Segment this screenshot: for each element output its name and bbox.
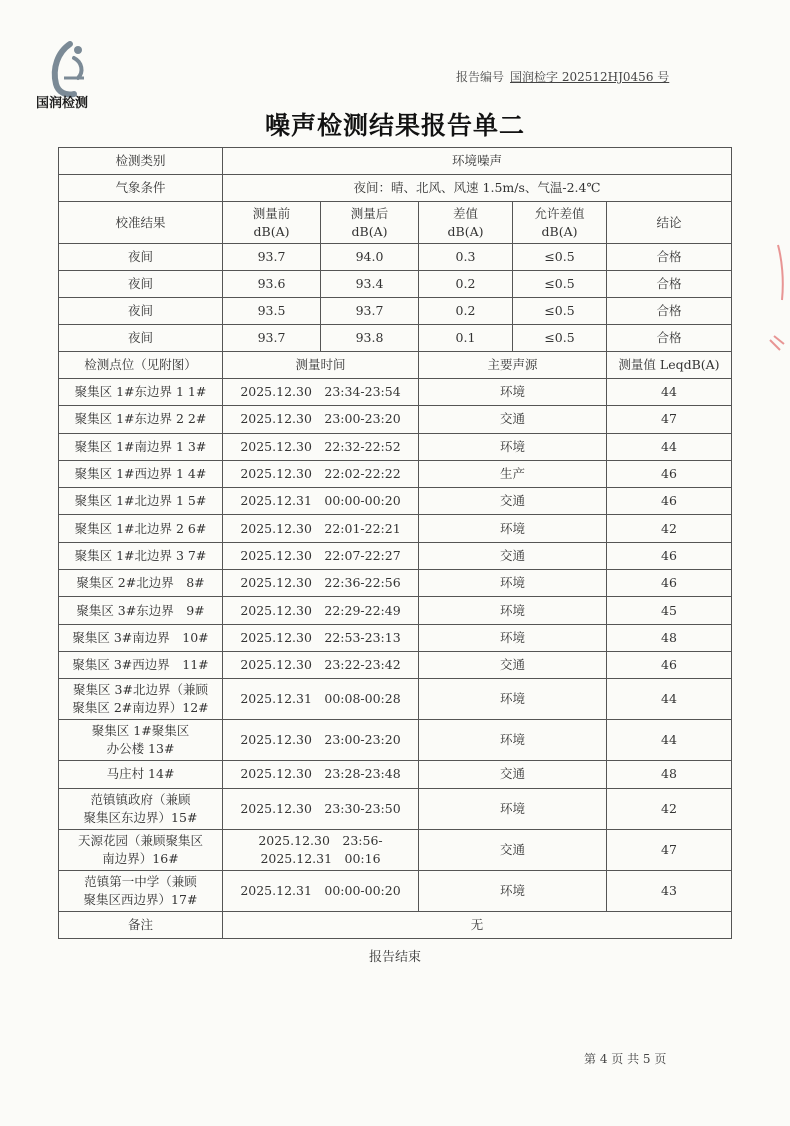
noise-result-table [58,147,732,939]
main-source: 生产 [419,460,607,487]
page-title: 噪声检测结果报告单二 [264,111,525,140]
measure-point: 聚集区 3#北边界（兼顾 聚集区 2#南边界）12# [59,679,223,720]
report-number-label: 报告编号 [456,70,505,84]
main-source: 环境 [419,597,607,624]
measure-value: 47 [607,406,732,433]
main-source: 交通 [419,761,607,788]
measure-value: 46 [607,651,732,678]
table-cell: 夜间 [59,325,223,352]
main-source: 环境 [419,515,607,542]
table-row [59,148,732,175]
table-cell: 93.8 [321,325,419,352]
main-source: 环境 [419,379,607,406]
main-source: 环境 [419,870,607,911]
measure-time: 2025.12.30 22:01-22:21 [223,515,419,542]
table-cell: 94.0 [321,244,419,271]
measure-time: 2025.12.30 23:00-23:20 [223,406,419,433]
measure-value: 44 [607,379,732,406]
table-cell: 93.7 [223,244,321,271]
table-cell: 夜间 [59,244,223,271]
table-row [59,720,732,761]
table-row [59,406,732,433]
main-source: 交通 [419,406,607,433]
table-cell: ≤0.5 [513,244,607,271]
measure-point: 聚集区 1#南边界 1 3# [59,433,223,460]
type-value: 环境噪声 [223,148,732,175]
calib-header-allowed: 允许差值 dB(A) [513,202,607,244]
calib-label: 校准结果 [59,202,223,244]
table-row [59,325,732,352]
measurement-rows [59,379,732,912]
table-cell: ≤0.5 [513,325,607,352]
measure-point: 天源花园（兼顾聚集区 南边界）16# [59,829,223,870]
table-row [59,570,732,597]
main-source: 环境 [419,720,607,761]
table-row [59,271,732,298]
measure-point: 聚集区 2#北边界 8# [59,570,223,597]
measure-value: 45 [607,597,732,624]
table-row [59,829,732,870]
measure-time: 2025.12.30 22:53-23:13 [223,624,419,651]
measure-point: 聚集区 1#北边界 3 7# [59,542,223,569]
measure-value: 46 [607,488,732,515]
table-row [59,651,732,678]
measure-time: 2025.12.30 22:29-22:49 [223,597,419,624]
report-number [456,68,669,85]
table-cell: 93.6 [223,271,321,298]
measure-value: 42 [607,515,732,542]
measure-point: 聚集区 1#北边界 1 5# [59,488,223,515]
table-row [59,202,732,244]
main-source: 环境 [419,679,607,720]
table-row [59,624,732,651]
calib-header-conclusion: 结论 [607,202,732,244]
measure-time: 2025.12.31 00:00-00:20 [223,488,419,515]
measure-time: 2025.12.30 23:28-23:48 [223,761,419,788]
measure-value: 44 [607,679,732,720]
remark-label: 备注 [59,911,223,938]
table-row [59,515,732,542]
measure-value: 42 [607,788,732,829]
measure-point: 聚集区 1#西边界 1 4# [59,460,223,487]
main-source: 环境 [419,433,607,460]
main-source: 交通 [419,542,607,569]
main-source: 交通 [419,488,607,515]
table-cell: 0.3 [419,244,513,271]
meas-header-source: 主要声源 [419,352,607,379]
measure-point: 聚集区 1#聚集区 办公楼 13# [59,720,223,761]
measure-value: 43 [607,870,732,911]
table-cell: 夜间 [59,298,223,325]
measure-point: 聚集区 1#北边界 2 6# [59,515,223,542]
measure-time: 2025.12.30 23:30-23:50 [223,788,419,829]
measure-time: 2025.12.30 23:56- 2025.12.31 00:16 [223,829,419,870]
logo-text: 国润检测 [36,96,89,111]
measure-time: 2025.12.30 22:02-22:22 [223,460,419,487]
table-row [59,379,732,406]
measure-time: 2025.12.30 23:22-23:42 [223,651,419,678]
table-cell: 93.7 [321,298,419,325]
measure-value: 46 [607,542,732,569]
table-row [59,679,732,720]
remark-value: 无 [223,911,732,938]
table-row [59,352,732,379]
table-cell: 合格 [607,325,732,352]
measure-point: 范镇第一中学（兼顾 聚集区西边界）17# [59,870,223,911]
report-number-value: 国润检字 202512HJ0456 号 [510,70,670,84]
main-source: 环境 [419,624,607,651]
page-number: 第 4 页 共 5 页 [584,1052,667,1066]
table-row [59,788,732,829]
main-source: 环境 [419,570,607,597]
table-cell: 0.1 [419,325,513,352]
measure-time: 2025.12.30 22:07-22:27 [223,542,419,569]
measure-time: 2025.12.31 00:00-00:20 [223,870,419,911]
table-cell: 合格 [607,271,732,298]
table-cell: 93.4 [321,271,419,298]
weather-value: 夜间：晴、北风、风速 1.5m/s、气温-2.4℃ [223,175,732,202]
type-label: 检测类别 [59,148,223,175]
measure-point: 聚集区 3#南边界 10# [59,624,223,651]
table-cell: ≤0.5 [513,271,607,298]
meas-header-value: 测量值 LeqdB(A) [607,352,732,379]
table-row [59,460,732,487]
table-row [59,175,732,202]
measure-point: 聚集区 1#东边界 2 2# [59,406,223,433]
measure-value: 44 [607,720,732,761]
measure-value: 46 [607,570,732,597]
table-row [59,488,732,515]
table-row [59,244,732,271]
measure-point: 聚集区 3#东边界 9# [59,597,223,624]
calib-header-after: 测量后 dB(A) [321,202,419,244]
table-cell: 93.7 [223,325,321,352]
table-row [59,298,732,325]
measure-value: 48 [607,624,732,651]
measure-value: 46 [607,460,732,487]
measure-value: 48 [607,761,732,788]
measure-time: 2025.12.30 22:36-22:56 [223,570,419,597]
calib-header-diff: 差值 dB(A) [419,202,513,244]
report-end-text: 报告结束 [368,950,421,965]
measure-point: 范镇镇政府（兼顾 聚集区东边界）15# [59,788,223,829]
main-source: 交通 [419,651,607,678]
table-cell: 0.2 [419,271,513,298]
table-cell: 合格 [607,298,732,325]
table-cell: 93.5 [223,298,321,325]
measure-time: 2025.12.30 22:32-22:52 [223,433,419,460]
measure-point: 聚集区 3#西边界 11# [59,651,223,678]
measure-time: 2025.12.30 23:34-23:54 [223,379,419,406]
measure-value: 44 [607,433,732,460]
measure-value: 47 [607,829,732,870]
table-row [59,761,732,788]
table-row [59,433,732,460]
red-stamp-icon [760,240,790,370]
table-cell: 合格 [607,244,732,271]
main-source: 交通 [419,829,607,870]
main-source: 环境 [419,788,607,829]
measure-point: 马庄村 14# [59,761,223,788]
weather-label: 气象条件 [59,175,223,202]
meas-header-time: 测量时间 [223,352,419,379]
measure-time: 2025.12.31 00:08-00:28 [223,679,419,720]
table-cell: 夜间 [59,271,223,298]
table-row [59,911,732,938]
meas-header-point: 检测点位（见附图） [59,352,223,379]
measure-point: 聚集区 1#东边界 1 1# [59,379,223,406]
measure-time: 2025.12.30 23:00-23:20 [223,720,419,761]
table-cell: ≤0.5 [513,298,607,325]
table-row [59,597,732,624]
table-row [59,870,732,911]
table-row [59,542,732,569]
table-cell: 0.2 [419,298,513,325]
calib-header-before: 测量前 dB(A) [223,202,321,244]
